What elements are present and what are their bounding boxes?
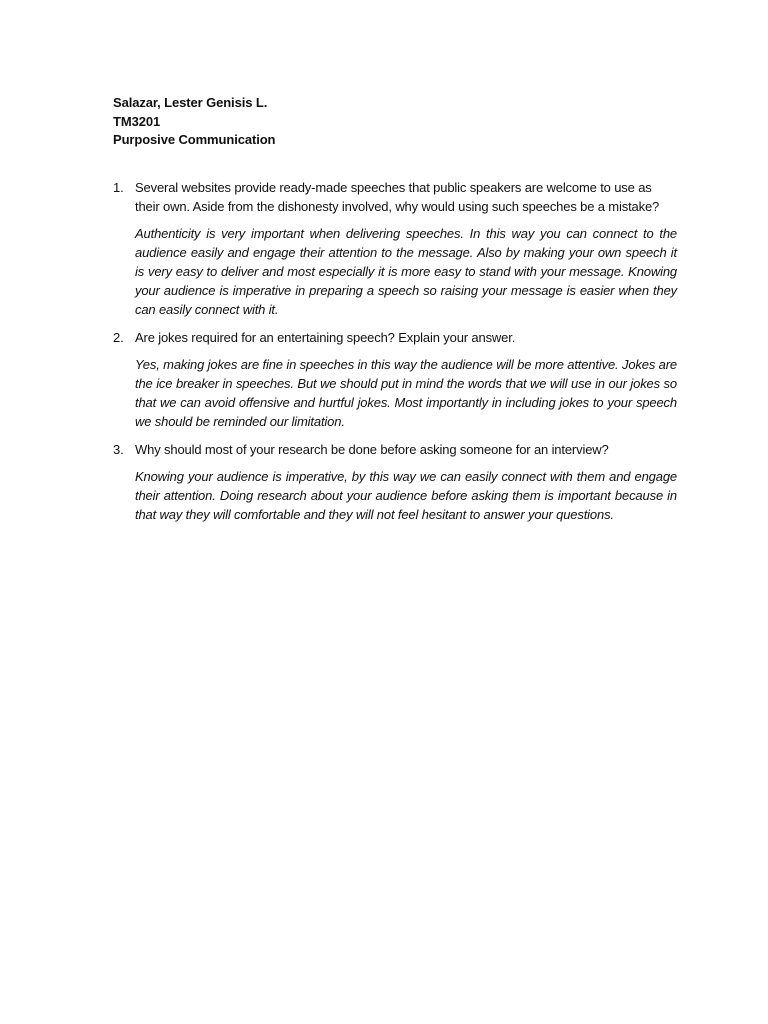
section-code: TM3201 — [113, 113, 161, 129]
question-2 — [113, 328, 677, 347]
question-number: 3. — [113, 442, 124, 457]
question-item-2 — [113, 328, 677, 431]
student-name: Salazar, Lester Genisis L. — [113, 95, 268, 110]
question-text: Why should most of your research be done before asking someone for an interview? — [135, 442, 609, 457]
document-header — [113, 94, 673, 150]
question-item-3 — [113, 440, 677, 524]
answer-2: Yes, making jokes are fine in speeches in this way the audience will be more attentive. Jokes are the ice breaker in speeches. But we should put in mind the words that we will use in our jokes so that we can avoid offensive and hurtful jokes. Most importantly in including jokes to your speech we should be reminded our limitation. — [135, 357, 677, 429]
question-3 — [113, 440, 677, 459]
question-item-1 — [113, 178, 677, 319]
question-text: Are jokes required for an entertaining speech? Explain your answer. — [135, 330, 516, 345]
question-number: 2. — [113, 330, 124, 345]
answer-3: Knowing your audience is imperative, by this way we can easily connect with them and engage their attention. Doing research about your audience before asking them is important because in that way they will comfortable and they will not feel hesitant to answer your questions. — [135, 469, 677, 522]
question-number: 1. — [113, 180, 124, 195]
question-1 — [113, 178, 677, 216]
answer-1: Authenticity is very important when delivering speeches. In this way you can connect to the audience easily and engage their attention to the message. Also by making your own speech it is very easy to deliver and most especially it is more easy to stand with your message. Knowing your audience is imperative in preparing a speech so raising your message is easier when they can easily connect with it. — [135, 226, 677, 317]
question-text: Several websites provide ready-made speeches that public speakers are welcome to use as their own. Aside from the dishonesty involved, why would using such speeches be a mistake? — [135, 180, 660, 214]
question-list — [113, 178, 677, 533]
course-title: Purposive Communication — [113, 132, 276, 147]
